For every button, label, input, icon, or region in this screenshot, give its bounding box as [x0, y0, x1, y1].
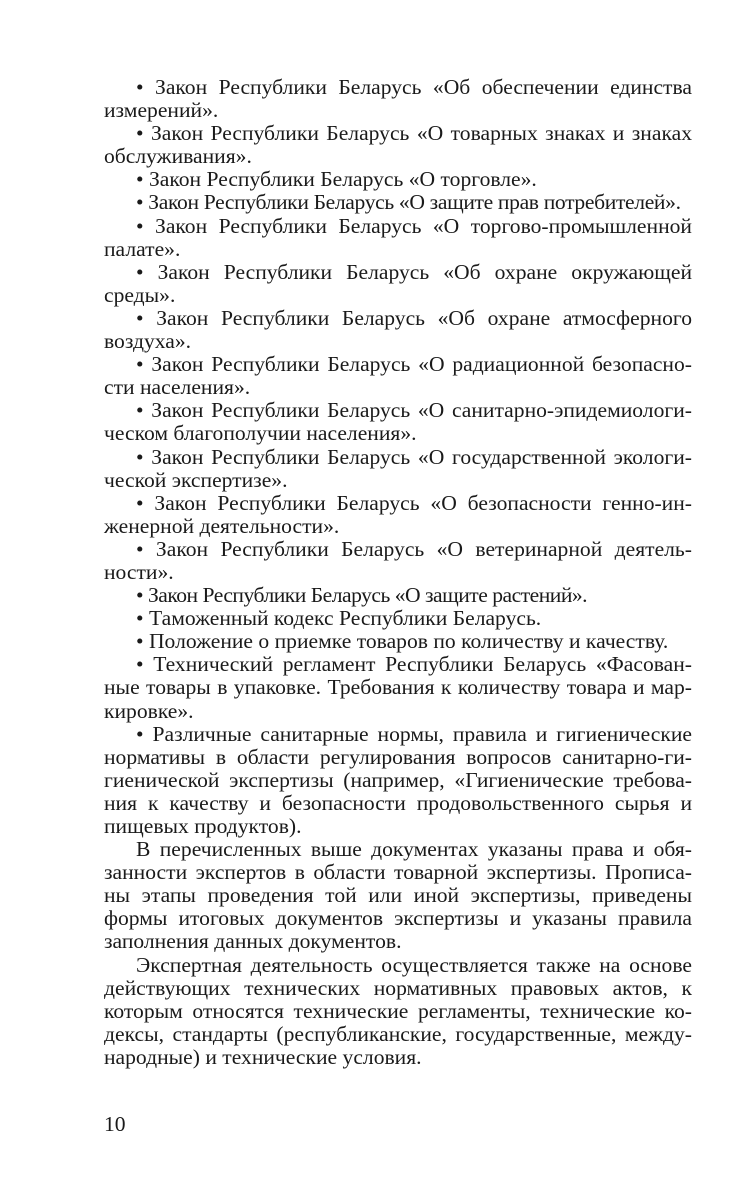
body-paragraph: Экспертная деятельность осуществляется также на основе действующих технических нормативных правовых актов, к которым относятся технические регламенты, технические кодексы, стандарты (республиканские, государственные, международные) и технические условия. [104, 952, 692, 1069]
list-item: • Закон Республики Беларусь «О ветеринарной деятельности». [104, 536, 692, 584]
page-number: 10 [104, 1112, 126, 1136]
list-item: • Закон Республики Беларусь «О безопасности генно-инженерной деятельности». [104, 490, 692, 538]
list-item: • Технический регламент Республики Беларусь «Фасованные товары в упаковке. Требования к количеству товара и маркировке». [104, 652, 692, 723]
list-item: • Закон Республики Беларусь «О торгово-промышленной палате». [104, 213, 692, 261]
document-body [104, 76, 692, 1069]
list-item: • Закон Республики Беларусь «О защите прав потребителей». [136, 190, 681, 215]
body-paragraph: В перечисленных выше документах указаны права и обязанности экспертов в области товарной экспертизы. Прописаны этапы проведения той или иной экспертизы, приведены формы итоговых документов экспертизы и указаны правила заполнения данных документов. [104, 837, 692, 954]
list-item: • Закон Республики Беларусь «О радиационной безопасности населения». [104, 352, 692, 400]
list-item: • Закон Республики Беларусь «О государственной экологической экспертизе». [104, 444, 692, 492]
list-item: • Закон Республики Беларусь «Об обеспечении единства измерений». [104, 75, 692, 123]
list-item: • Закон Республики Беларусь «О товарных знаках и знаках обслуживания». [104, 121, 692, 169]
list-item: • Закон Республики Беларусь «Об охране окружающей среды». [104, 259, 692, 307]
list-item: • Закон Республики Беларусь «О санитарно-эпидемиологическом благополучии населения». [104, 398, 692, 446]
list-item: • Различные санитарные нормы, правила и гигиенические нормативы в области регулирования вопросов санитарно-гигиенической экспертизы (например, «Гигиенические требования к качеству и безопасности продовольственного сырья и пищевых продуктов). [104, 721, 692, 838]
list-item: • Положение о приемке товаров по количеству и качеству. [136, 629, 669, 654]
list-item: • Закон Республики Беларусь «Об охране атмосферного воздуха». [104, 305, 692, 354]
list-item: • Таможенный кодекс Республики Беларусь. [136, 606, 542, 631]
list-item: • Закон Республики Беларусь «О торговле». [136, 167, 537, 192]
list-item: • Закон Республики Беларусь «О защите растений». [136, 583, 588, 608]
